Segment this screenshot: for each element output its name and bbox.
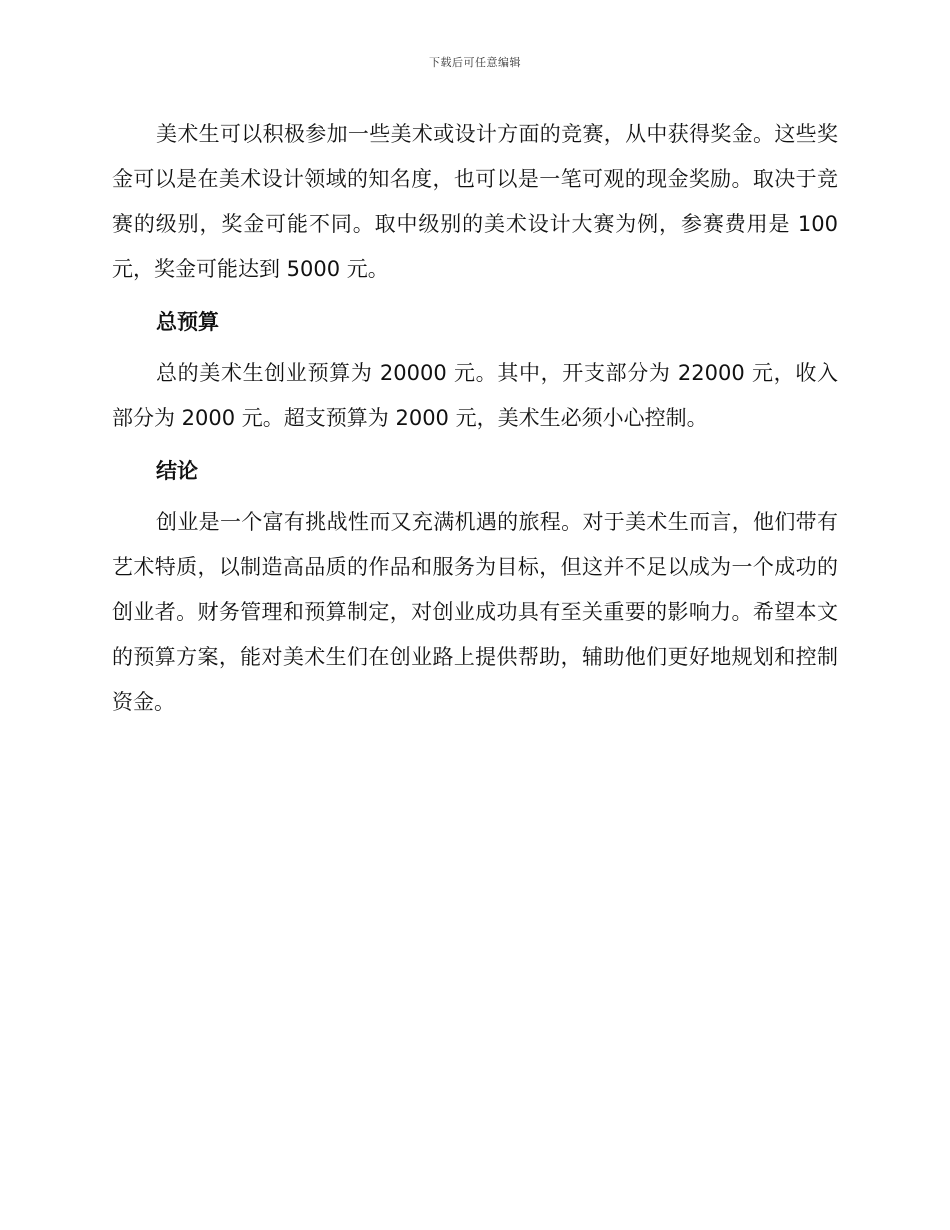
- document-body: [112, 112, 838, 725]
- prize-paragraph: 美术生可以积极参加一些美术或设计方面的竞赛，从中获得奖金。这些奖金可以是在美术设计领域的知名度，也可以是一笔可观的现金奖励。取决于竞赛的级别，奖金可能不同。取中级别的美术设计大赛为例，参赛费用是 100 元，奖金可能达到 5000 元。: [112, 122, 838, 281]
- budget-heading: 总预算: [156, 310, 219, 334]
- conclusion-paragraph: 创业是一个富有挑战性而又充满机遇的旅程。对于美术生而言，他们带有艺术特质，以制造高品质的作品和服务为目标，但这并不足以成为一个成功的创业者。财务管理和预算制定，对创业成功具有至关重要的影响力。希望本文的预算方案，能对美术生们在创业路上提供帮助，辅助他们更好地规划和控制资金。: [112, 510, 838, 714]
- page-header: 下载后可任意编辑: [429, 56, 521, 69]
- budget-paragraph: 总的美术生创业预算为 20000 元。其中，开支部分为 22000 元，收入部分为 2000 元。超支预算为 2000 元，美术生必须小心控制。: [112, 361, 838, 430]
- conclusion-heading: 结论: [156, 459, 198, 483]
